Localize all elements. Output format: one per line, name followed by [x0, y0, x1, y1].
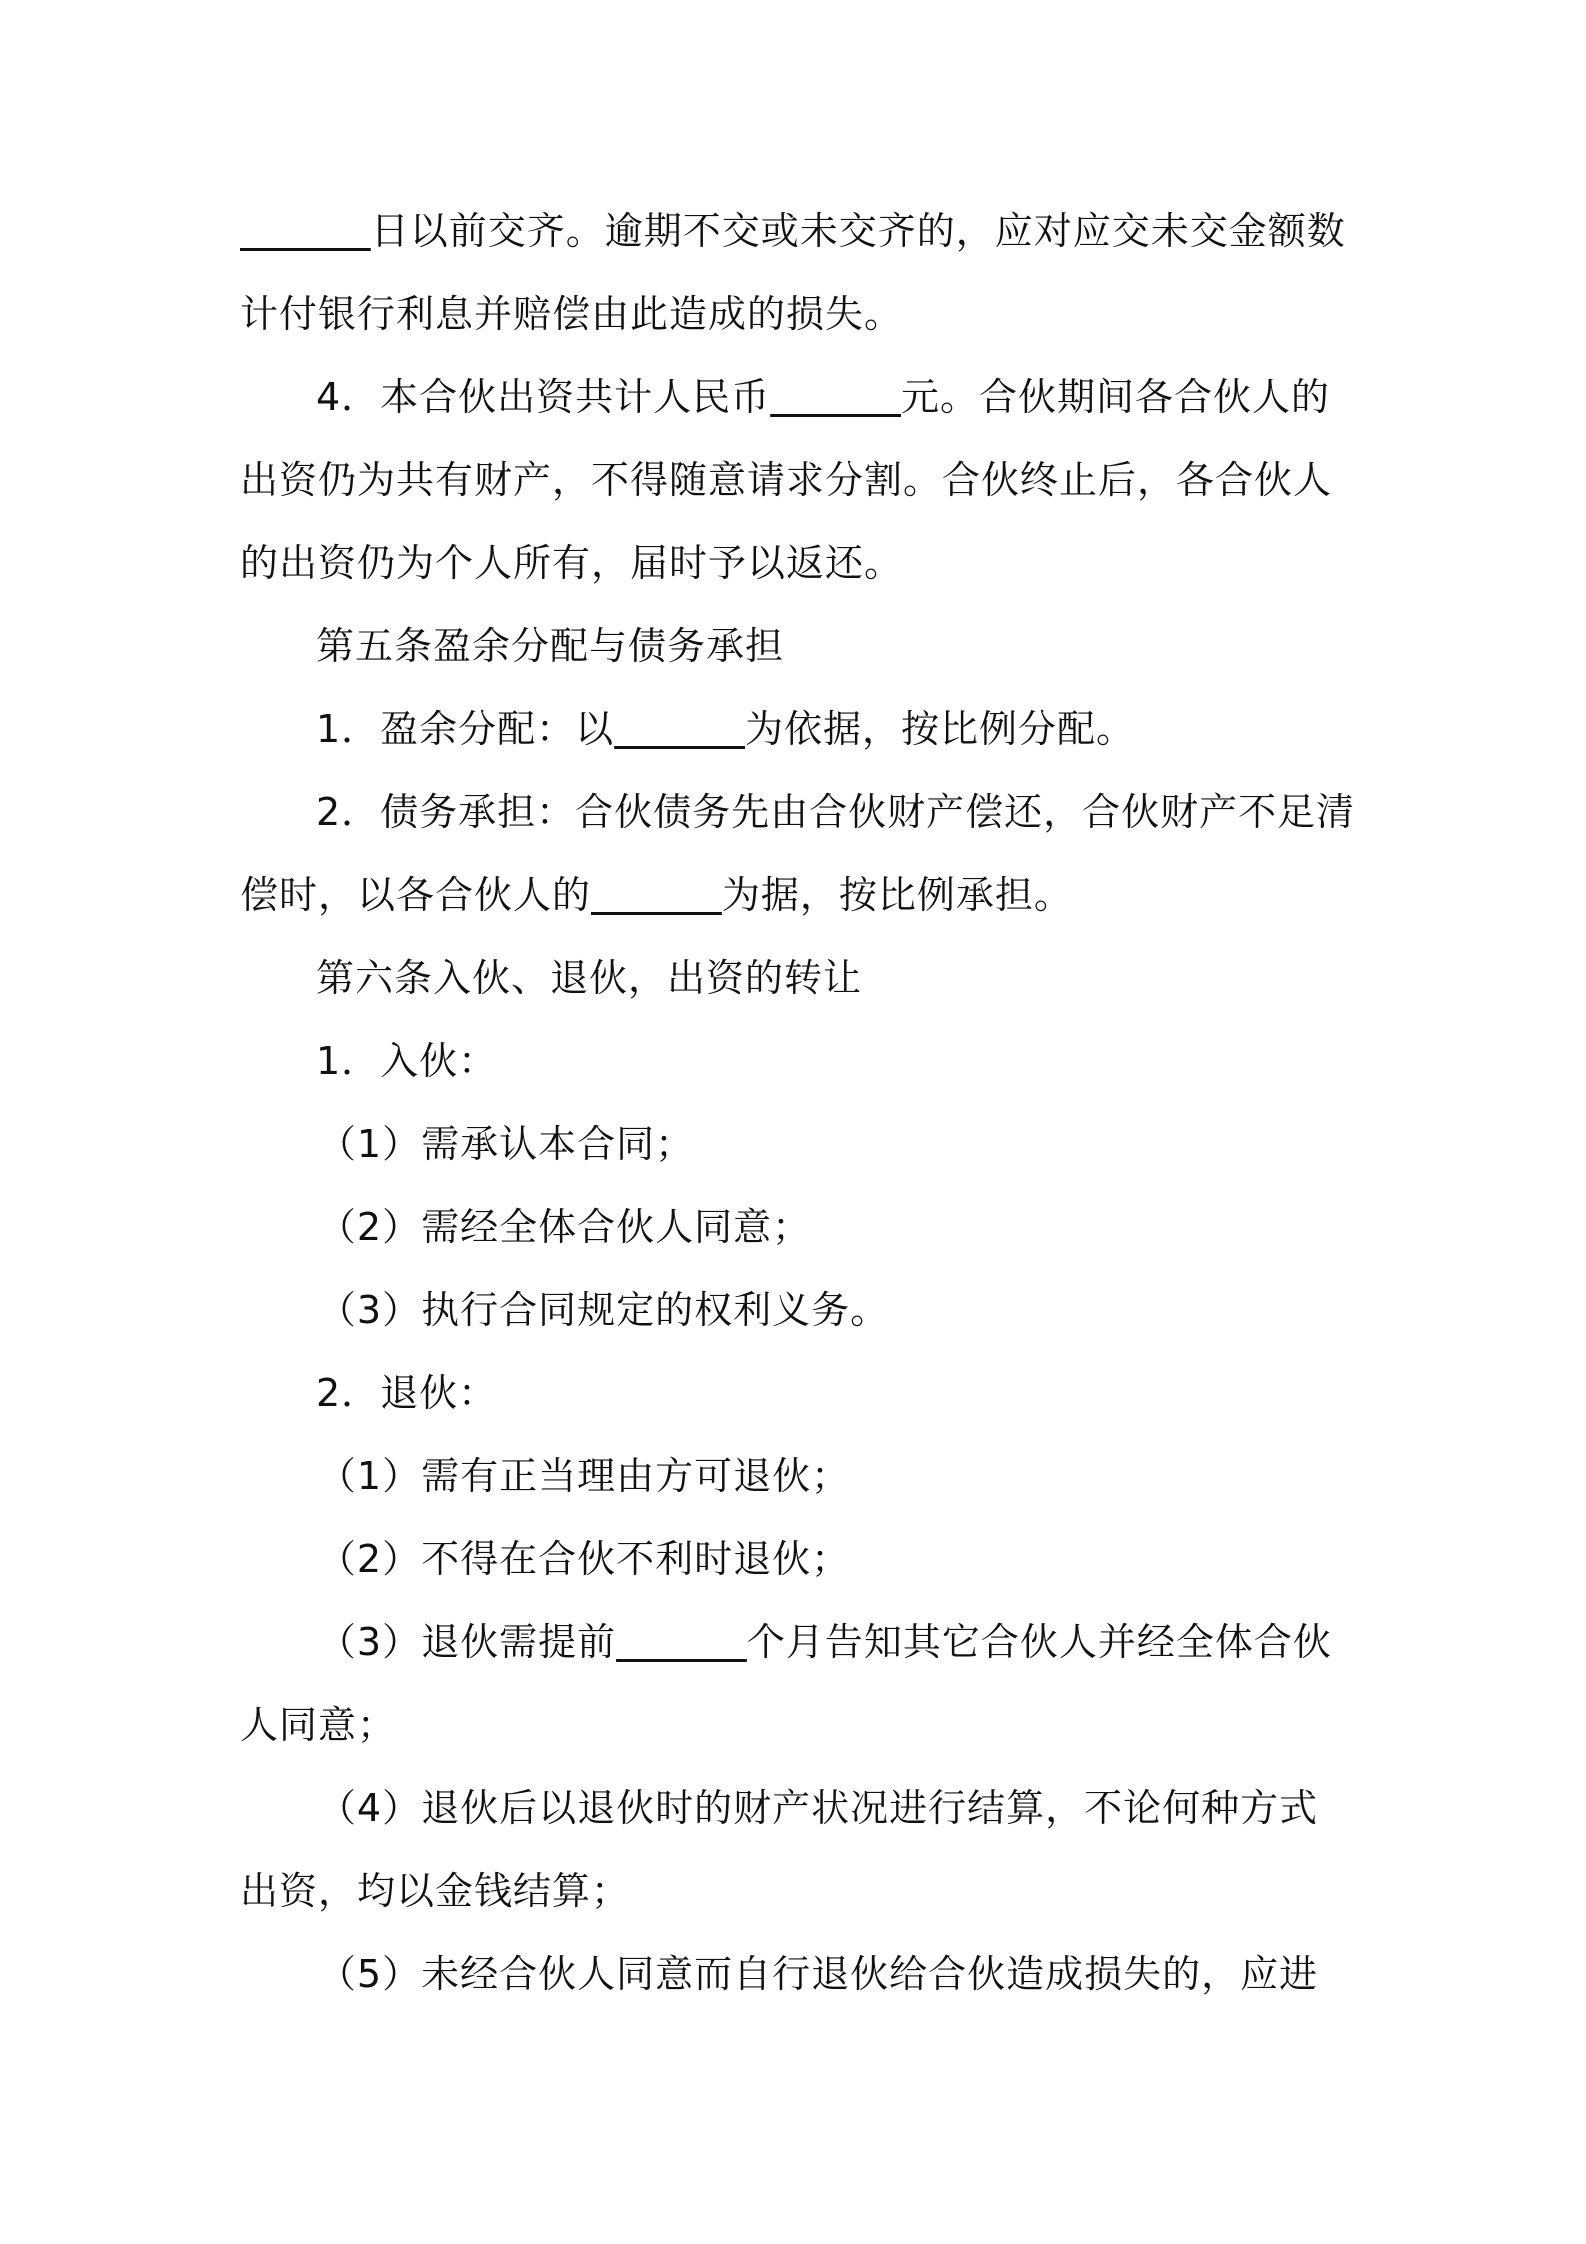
list-item: （3）执行合同规定的权利义务。	[317, 1288, 890, 1332]
section-heading-article-6: 第六条入伙、退伙，出资的转让	[316, 956, 863, 1000]
list-item: （5）未经合伙人同意而自行退伙给合伙造成损失的，应进	[317, 1952, 1319, 1996]
fill-blank	[770, 375, 901, 419]
list-item-notice-period: （3）退伙需提前 个月告知其它合伙人并经全体合伙人同意；	[240, 1620, 1332, 1747]
paragraph-total-capital: 4．本合伙出资共计人民币 元。合伙期间各合伙人的出资仍为共有财产，不得随意请求分割。合伙终止后，各合伙人的出资仍为个人所有，届时予以返还。	[240, 375, 1333, 585]
list-item: （1）需承认本合同；	[317, 1122, 695, 1166]
paragraph-debt-bearing: 2．债务承担：合伙债务先由合伙财产偿还，合伙财产不足清偿时，以各合伙人的 为据，按比例承担。	[240, 790, 1356, 917]
sub-heading-withdrawal: 2．退伙：	[316, 1371, 498, 1415]
sub-heading-joining: 1．入伙：	[316, 1039, 498, 1083]
list-item: （2）不得在合伙不利时退伙；	[317, 1537, 851, 1581]
document-body	[240, 190, 1356, 2016]
fill-blank	[591, 873, 722, 917]
paragraph-payment-deadline: 日以前交齐。逾期不交或未交齐的，应对应交未交金额数计付银行利息并赔偿由此造成的损失。	[240, 209, 1346, 336]
list-item: （4）退伙后以退伙时的财产状况进行结算，不论何种方式出资，均以金钱结算；	[240, 1786, 1319, 1913]
paragraph-profit-distribution: 1．盈余分配：以 为依据，按比例分配。	[316, 707, 1135, 751]
fill-blank	[240, 209, 371, 253]
section-heading-article-5: 第五条盈余分配与债务承担	[316, 624, 785, 668]
fill-blank	[614, 707, 745, 751]
list-item: （1）需有正当理由方可退伙；	[317, 1454, 851, 1498]
fill-blank	[616, 1620, 747, 1664]
list-item: （2）需经全体合伙人同意；	[317, 1205, 812, 1249]
